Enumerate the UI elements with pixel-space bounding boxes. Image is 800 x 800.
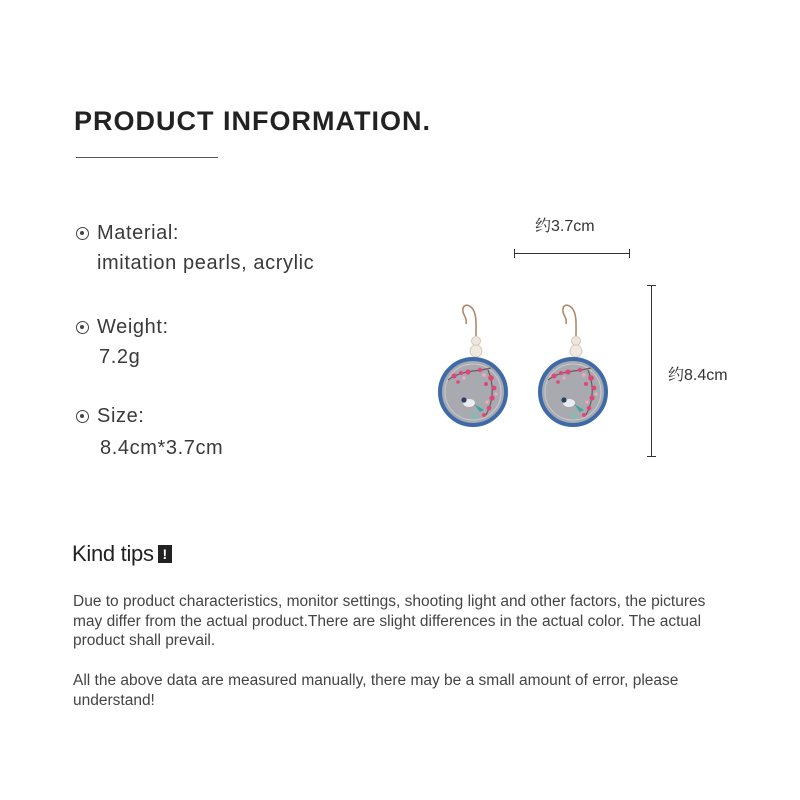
bullet-icon <box>76 227 89 240</box>
page-title: PRODUCT INFORMATION. <box>74 106 431 136</box>
pearl-small <box>472 337 481 346</box>
width-tick-right <box>629 249 630 258</box>
kind-tips-title: Kind tips <box>72 541 154 566</box>
spec-material <box>76 218 314 278</box>
tips-paragraph-1: Due to product characteristics, monitor settings, shooting light and other factors, the pictures may differ from the actual product.There are slight differences in the actual color. The actual product shall prevail. <box>73 593 706 649</box>
spec-size-label: Size: <box>97 404 145 427</box>
height-tick-top <box>647 285 656 286</box>
bird-head <box>561 397 566 402</box>
height-dimension-label: 约8.4cm <box>668 367 728 384</box>
kind-tips-heading <box>72 541 172 567</box>
bullet-icon <box>76 321 89 334</box>
spec-material-label: Material: <box>97 221 180 244</box>
height-dimension-line <box>651 285 652 457</box>
earring-left-image <box>436 300 516 440</box>
width-dimension-line <box>514 253 630 254</box>
ear-hook <box>463 305 476 336</box>
tips-paragraph-2: All the above data are measured manually, there may be a small amount of error, please understand! <box>73 672 679 709</box>
pearl-large <box>570 345 582 357</box>
spec-weight-value: 7.2g <box>99 346 141 368</box>
ear-hook <box>563 305 576 336</box>
spec-weight-label: Weight: <box>97 315 169 338</box>
earring-right-image <box>536 300 616 440</box>
bullet-icon <box>76 410 89 423</box>
width-tick-left <box>514 249 515 258</box>
spec-size <box>76 401 223 461</box>
spec-weight <box>76 312 169 372</box>
bird-head <box>461 397 466 402</box>
title-divider <box>76 157 218 158</box>
spec-material-value: imitation pearls, acrylic <box>97 252 315 274</box>
warning-icon: ! <box>158 545 172 563</box>
pearl-large <box>470 345 482 357</box>
width-dimension-label: 约3.7cm <box>535 218 595 235</box>
height-tick-bottom <box>647 456 656 457</box>
spec-size-value: 8.4cm*3.7cm <box>100 437 224 459</box>
pearl-small <box>572 337 581 346</box>
